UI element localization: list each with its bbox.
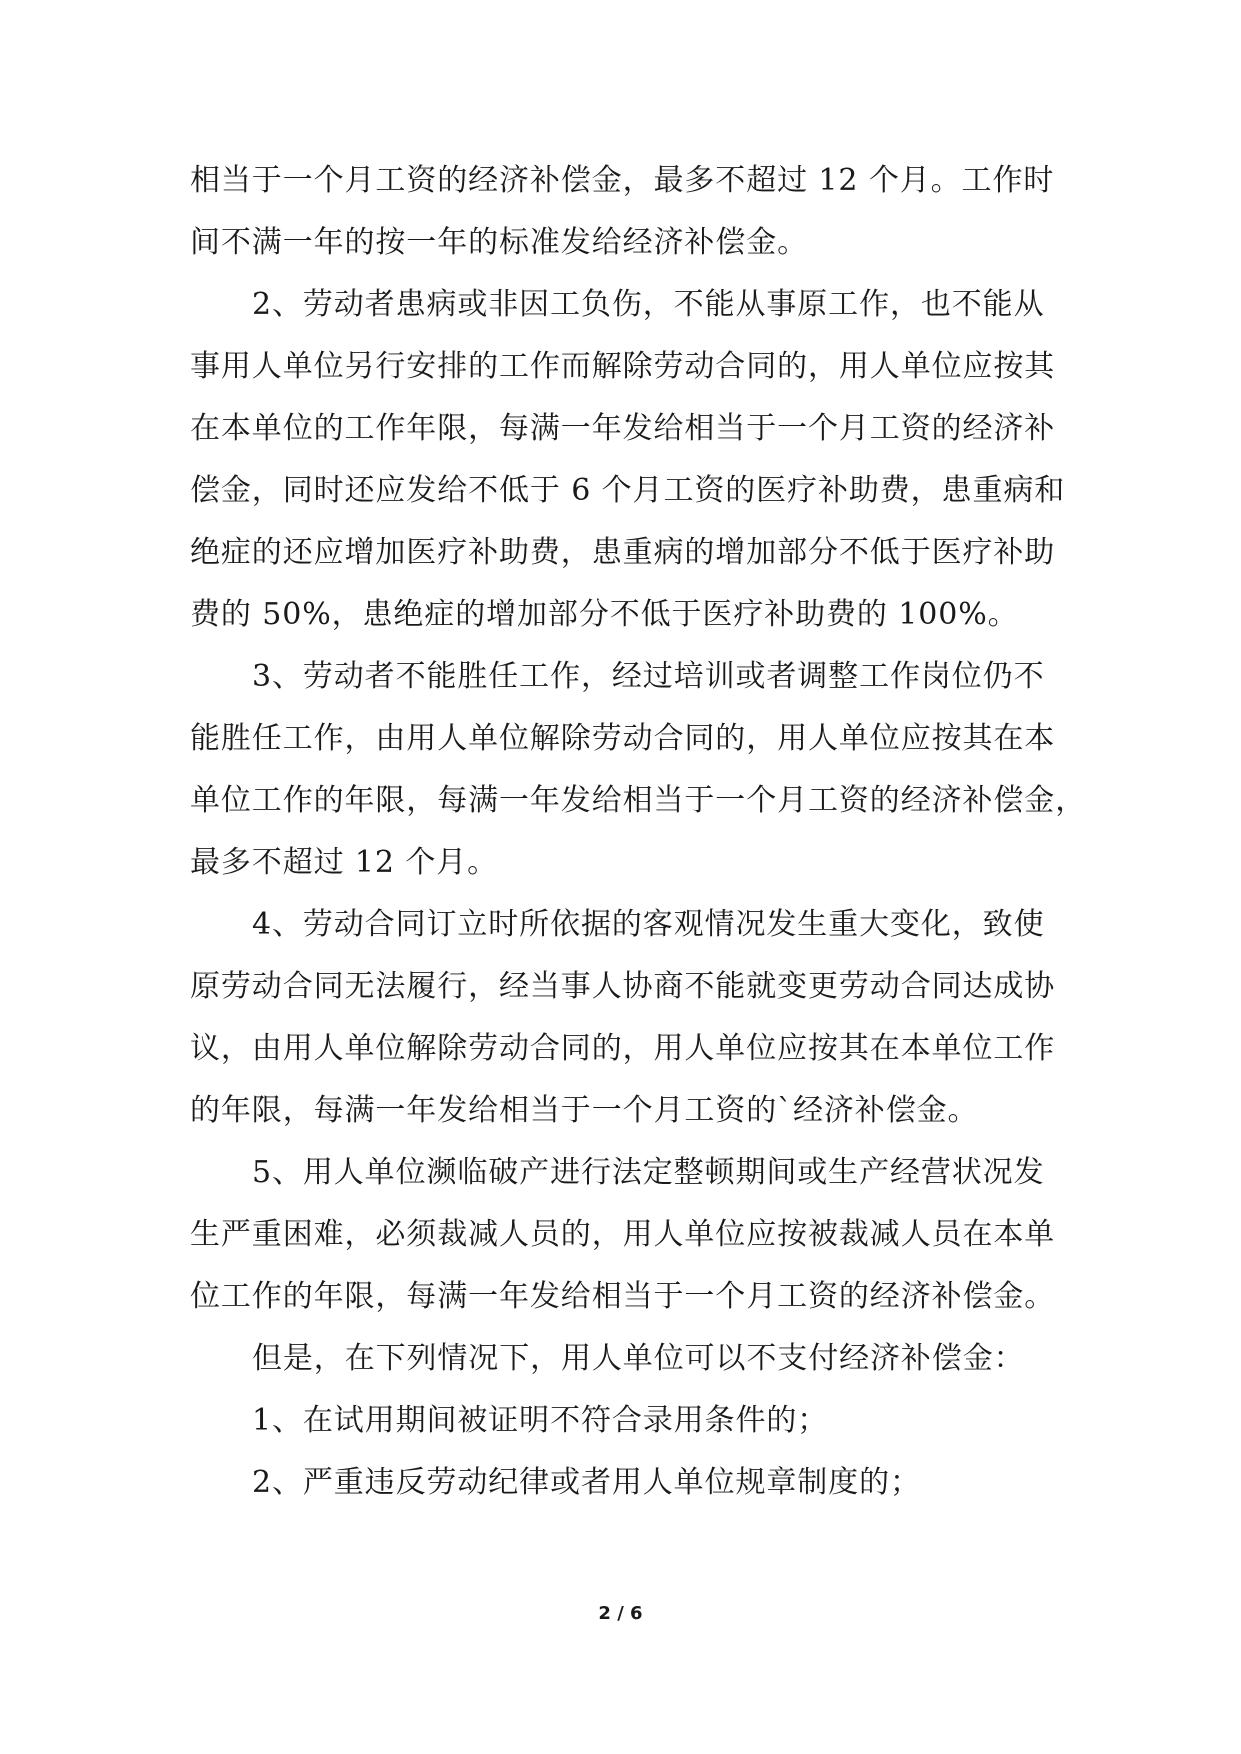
- text-line: 2、劳动者患病或非因工负伤，不能从事原工作，也不能从: [252, 287, 1045, 322]
- text-line: 2、严重违反劳动纪律或者用人单位规章制度的；: [252, 1465, 921, 1500]
- text-line: 但是，在下列情况下，用人单位可以不支付经济补偿金：: [252, 1341, 1025, 1376]
- text-line: 的年限，每满一年发给相当于一个月工资的`经济补偿金。: [190, 1093, 979, 1128]
- text-line: 最多不超过 12 个月。: [190, 845, 499, 880]
- text-line: 偿金，同时还应发给不低于 6 个月工资的医疗补助费，患重病和: [190, 473, 1066, 508]
- text-line: 生严重困难，必须裁减人员的，用人单位应按被裁减人员在本单: [190, 1217, 1056, 1252]
- text-line: 相当于一个月工资的经济补偿金，最多不超过 12 个月。工作时: [190, 163, 1055, 198]
- text-line: 能胜任工作，由用人单位解除劳动合同的，用人单位应按其在本: [190, 721, 1056, 756]
- text-line: 4、劳动合同订立时所依据的客观情况发生重大变化，致使: [252, 907, 1045, 942]
- text-line: 在本单位的工作年限，每满一年发给相当于一个月工资的经济补: [190, 411, 1056, 446]
- text-line: 位工作的年限，每满一年发给相当于一个月工资的经济补偿金。: [190, 1279, 1056, 1314]
- text-line: 单位工作的年限，每满一年发给相当于一个月工资的经济补偿金，: [190, 783, 1087, 818]
- page-number: 2 / 6: [598, 1603, 643, 1624]
- text-line: 原劳动合同无法履行，经当事人协商不能就变更劳动合同达成协: [190, 969, 1056, 1004]
- text-line: 1、在试用期间被证明不符合录用条件的；: [252, 1403, 829, 1438]
- text-line: 3、劳动者不能胜任工作，经过培训或者调整工作岗位仍不: [252, 659, 1045, 694]
- text-line: 绝症的还应增加医疗补助费，患重病的增加部分不低于医疗补助: [190, 535, 1056, 570]
- text-line: 议，由用人单位解除劳动合同的，用人单位应按其在本单位工作: [190, 1031, 1056, 1066]
- text-line: 5、用人单位濒临破产进行法定整顿期间或生产经营状况发: [252, 1155, 1045, 1190]
- text-line: 事用人单位另行安排的工作而解除劳动合同的，用人单位应按其: [190, 349, 1056, 384]
- text-line: 费的 50%，患绝症的增加部分不低于医疗补助费的 100%。: [190, 597, 1019, 632]
- document-body: [190, 150, 1087, 1514]
- text-line: 间不满一年的按一年的标准发给经济补偿金。: [190, 225, 808, 260]
